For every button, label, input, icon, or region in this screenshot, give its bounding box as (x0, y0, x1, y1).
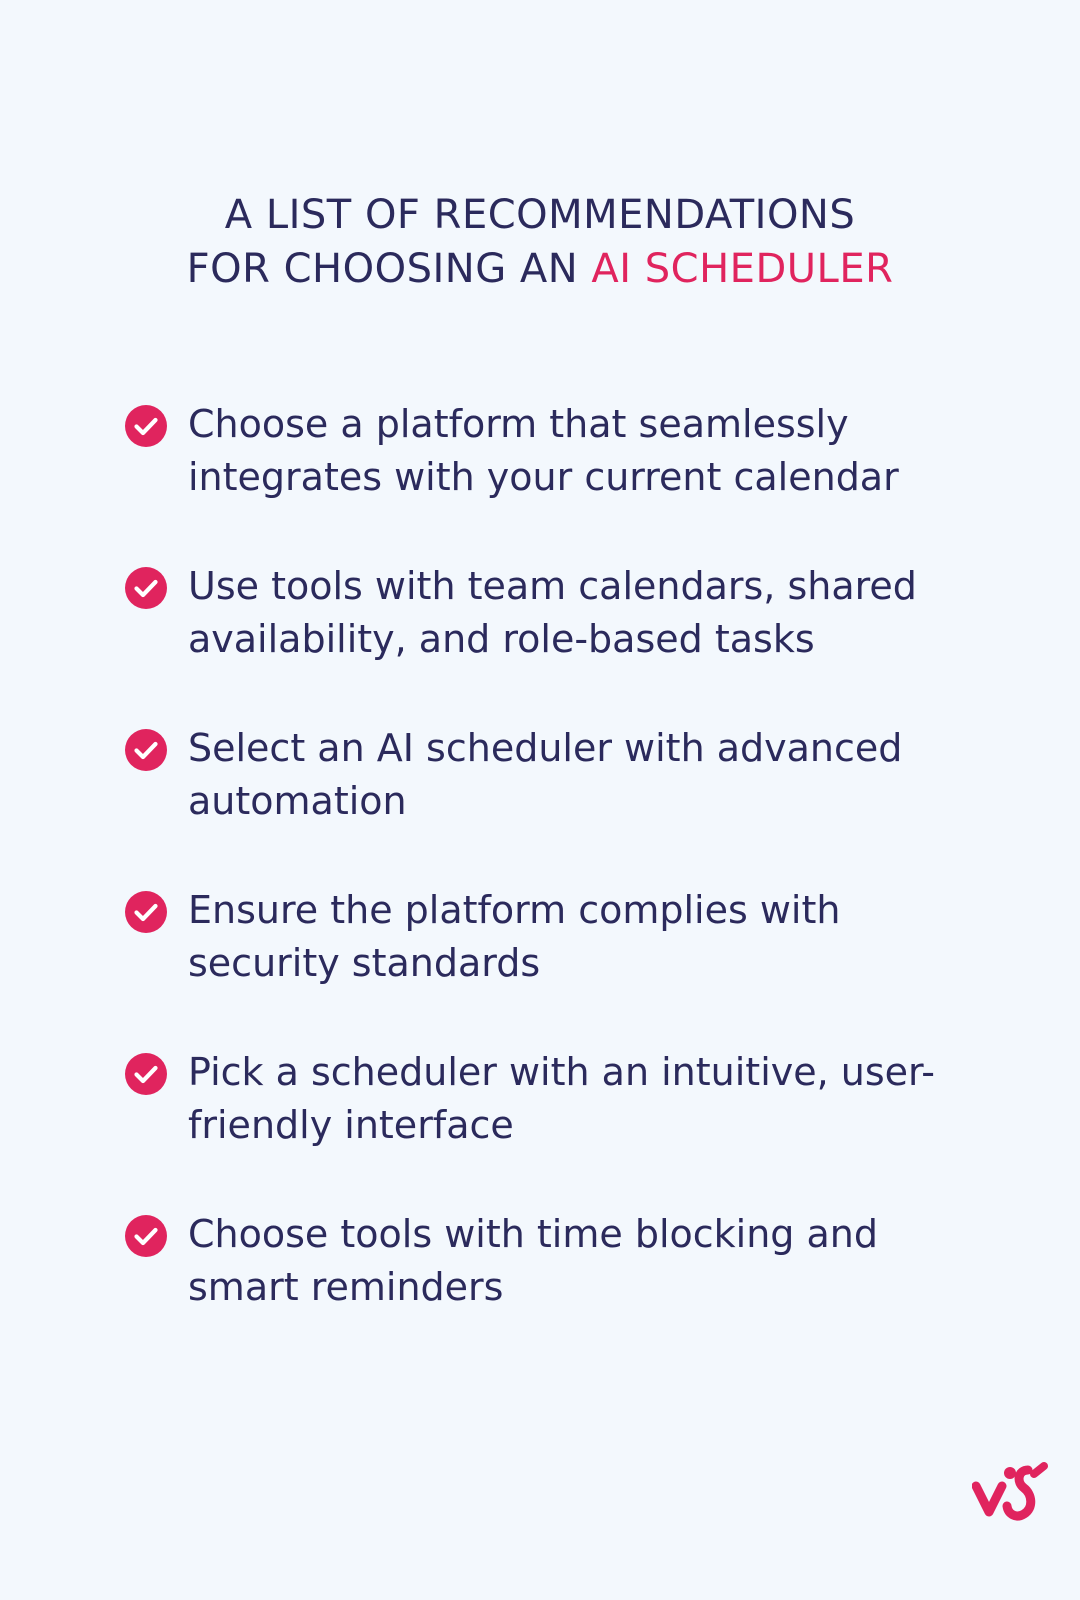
check-circle-icon (124, 1214, 168, 1258)
brand-logo (972, 1462, 1050, 1528)
page-title (0, 188, 1080, 296)
list-item-text (188, 1208, 938, 1314)
list-item-line-1: Choose tools with time blocking and (188, 1212, 878, 1256)
check-circle-icon (124, 404, 168, 448)
title-line-1: A LIST OF RECOMMENDATIONS (224, 192, 856, 238)
list-item-line-2: automation (188, 779, 407, 823)
check-circle-icon (124, 1052, 168, 1096)
list-item-text (188, 1046, 938, 1152)
list-item-line-1: Ensure the platform complies with (188, 888, 841, 932)
title-line-2-prefix: FOR CHOOSING AN (186, 246, 592, 292)
title-line-2-accent: AI SCHEDULER (591, 246, 894, 292)
list-item-text (188, 884, 938, 990)
list-item-line-2: integrates with your current calendar (188, 455, 899, 499)
list-item-line-1: Choose a platform that seamlessly (188, 402, 849, 446)
list-item-line-1: Pick a scheduler with an intuitive, user- (188, 1050, 935, 1094)
check-circle-icon (124, 566, 168, 610)
list-item (124, 884, 944, 1046)
list-item-text (188, 722, 938, 828)
list-item-line-2: availability, and role-based tasks (188, 617, 815, 661)
recommendation-list (124, 398, 944, 1370)
list-item-line-1: Use tools with team calendars, shared (188, 564, 917, 608)
list-item-line-2: security standards (188, 941, 541, 985)
list-item (124, 398, 944, 560)
list-item-line-2: friendly interface (188, 1103, 514, 1147)
check-circle-icon (124, 728, 168, 772)
list-item-line-1: Select an AI scheduler with advanced (188, 726, 903, 770)
check-circle-icon (124, 890, 168, 934)
list-item-line-2: smart reminders (188, 1265, 504, 1309)
list-item (124, 560, 944, 722)
list-item (124, 722, 944, 884)
list-item (124, 1046, 944, 1208)
list-item-text (188, 398, 938, 504)
list-item-text (188, 560, 938, 666)
list-item (124, 1208, 944, 1370)
